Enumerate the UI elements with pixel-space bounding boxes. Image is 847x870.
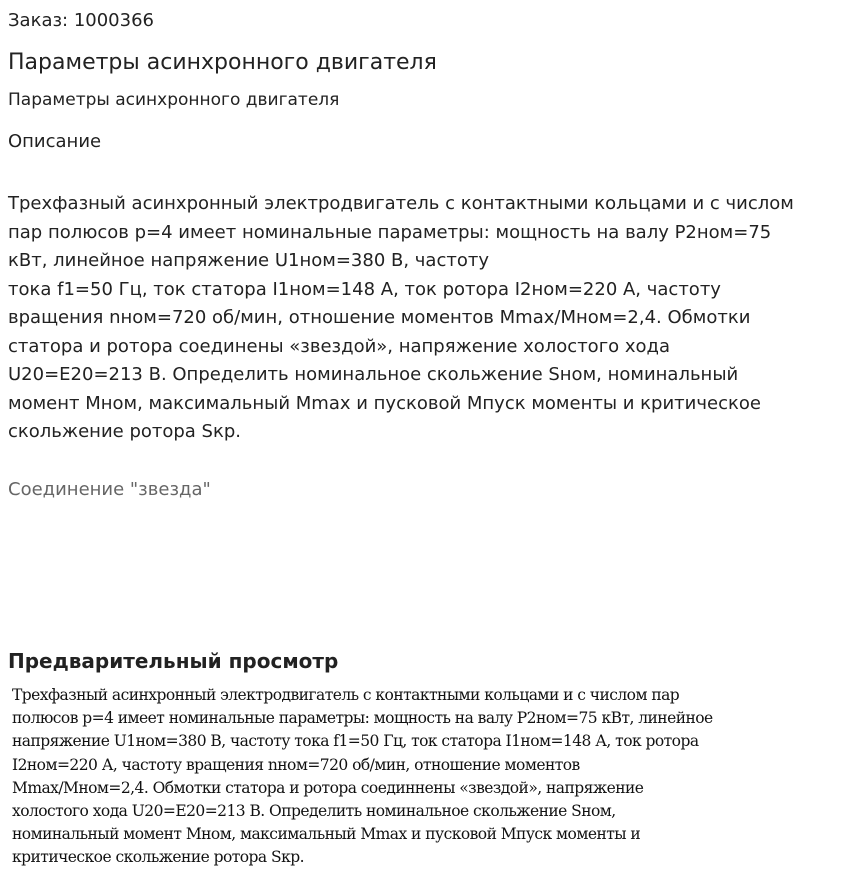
- description-line: скольжение ротора Sкр.: [8, 421, 242, 442]
- order-number: Заказ: 1000366: [8, 10, 154, 31]
- connection-note: Соединение "звезда": [8, 479, 211, 500]
- description-heading: Описание: [8, 131, 102, 152]
- page-subtitle: Параметры асинхронного двигателя: [8, 90, 340, 110]
- preview-line: полюсов p=4 имеет номинальные параметры: мощность на валу P2ном=75 кВт, линейное: [12, 709, 713, 728]
- preview-line: холостого хода U20=E20=213 В. Определить номинальное скольжение Sном,: [12, 802, 616, 821]
- description-text: [8, 190, 842, 447]
- preview-line: напряжение U1ном=380 В, частоту тока f1=50 Гц, ток статора I1ном=148 А, ток ротора: [12, 732, 699, 751]
- description-line: Трехфазный асинхронный электродвигатель с контактными кольцами и с числом: [8, 193, 794, 214]
- description-line: статора и ротора соединены «звездой», напряжение холостого хода: [8, 335, 671, 357]
- preview-line: Трехфазный асинхронный электродвигатель с контактными кольцами и с числом пар: [12, 686, 680, 704]
- page-title: Параметры асинхронного двигателя: [8, 50, 437, 75]
- description-line: тока f1=50 Гц, ток статора I1ном=148 А, ток ротора I2ном=220 А, частоту: [8, 278, 721, 300]
- preview-text: [12, 684, 752, 870]
- description-line: момент Mном, максимальный Mmax и пусковой Mпуск моменты и критическое: [8, 392, 761, 414]
- preview-line: номинальный момент Mном, максимальный Mmax и пусковой Mпуск моменты и: [12, 825, 641, 844]
- description-line: U20=E20=213 В. Определить номинальное скольжение Sном, номинальный: [8, 364, 739, 385]
- description-line: пар полюсов p=4 имеет номинальные параметры: мощность на валу P2ном=75: [8, 221, 772, 243]
- preview-line: критическое скольжение ротора Sкр.: [12, 848, 304, 867]
- description-line: кВт, линейное напряжение U1ном=380 В, частоту: [8, 250, 489, 271]
- preview-heading: Предварительный просмотр: [8, 649, 339, 673]
- preview-line: I2ном=220 А, частоту вращения nном=720 об/мин, отношение моментов: [12, 755, 580, 774]
- preview-line: Mmax/Mном=2,4. Обмотки статора и ротора соединнены «звездой», напряжение: [12, 778, 644, 797]
- description-line: вращения nном=720 об/мин, отношение моментов Mmax/Mном=2,4. Обмотки: [8, 307, 751, 328]
